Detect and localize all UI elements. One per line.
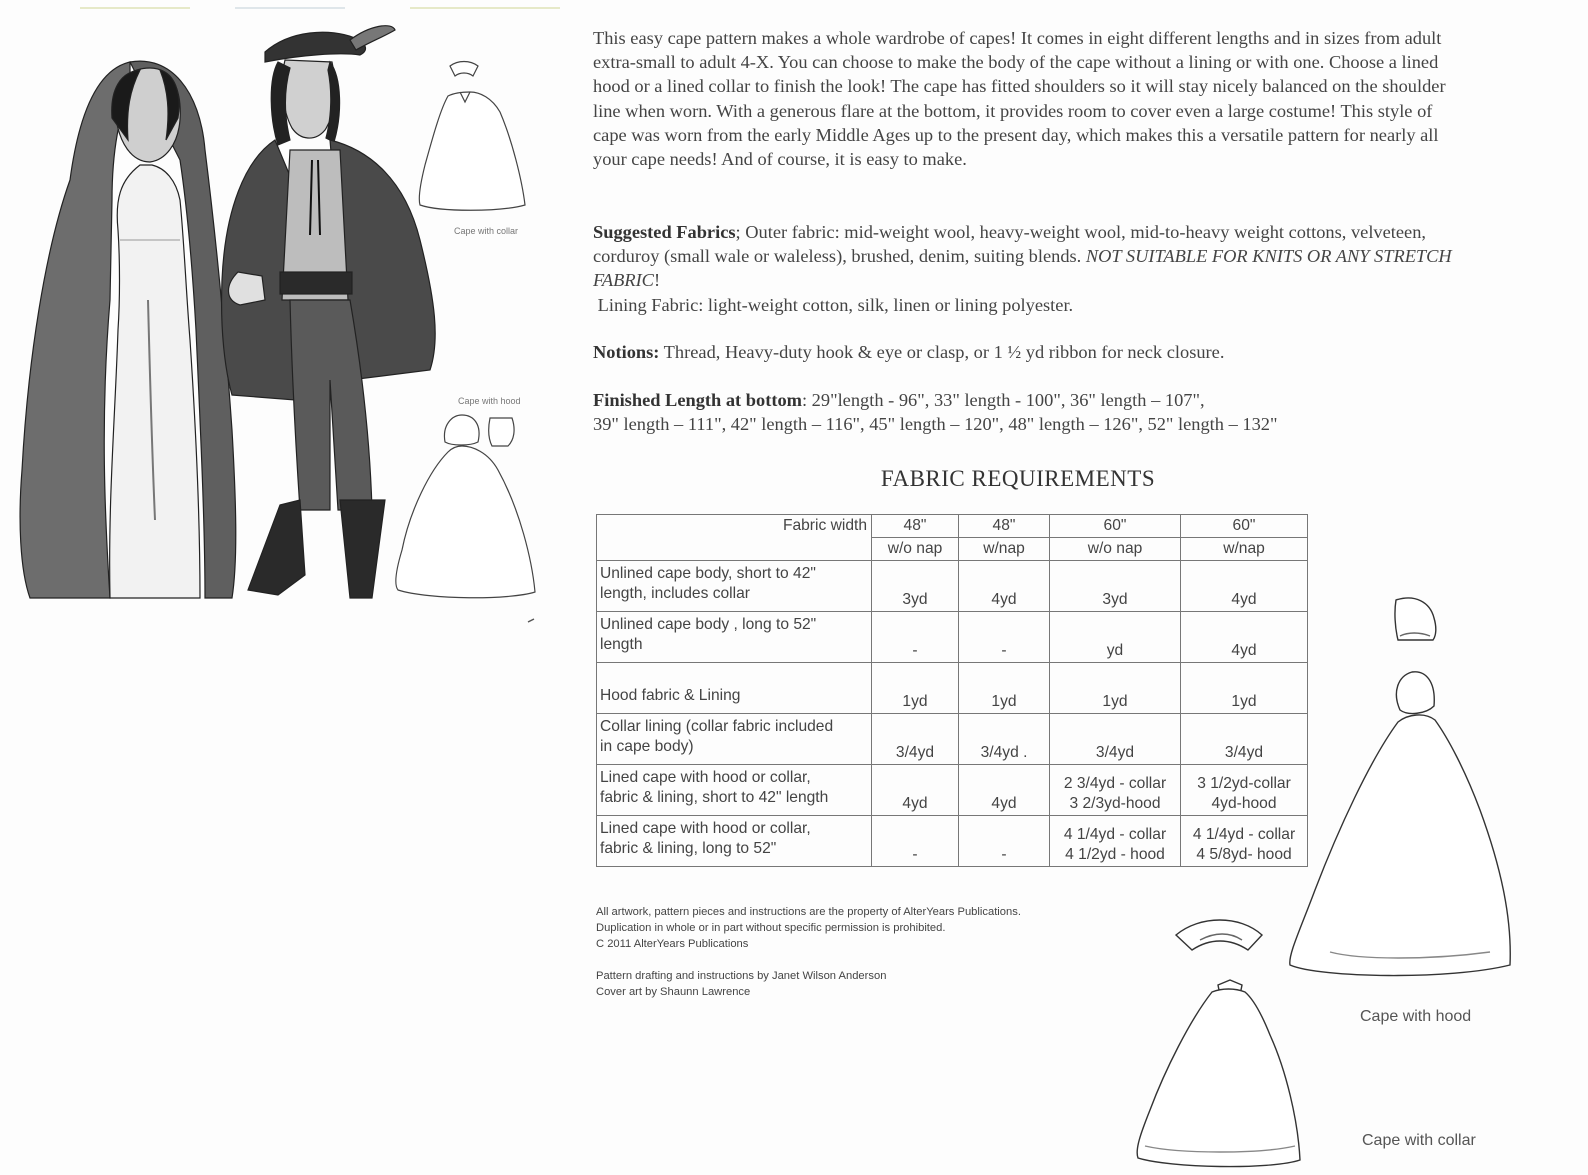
nap-col-4: w/nap <box>1181 538 1308 561</box>
row-label-line <box>600 666 868 686</box>
cell-value: 4yd <box>991 795 1017 812</box>
hood-pattern-piece <box>1395 598 1436 640</box>
row-label <box>597 765 872 816</box>
width-col-1: 48" <box>872 515 959 538</box>
row-label-line: fabric & lining, short to 42" length <box>600 789 829 806</box>
cell-value: - <box>912 642 918 659</box>
finished-length-section <box>593 388 1463 436</box>
finished-length-values-1: : 29"length - 96", 33" length - 100", 36" length – 107", <box>801 390 1205 410</box>
table-cell <box>872 561 959 612</box>
cell-value: 2 3/4yd - collar <box>1063 775 1167 792</box>
row-label <box>597 612 872 663</box>
credit-line-2: Cover art by Shaunn Lawrence <box>596 986 751 998</box>
suggested-fabrics-label: Suggested Fabrics <box>593 222 736 242</box>
stretch-warning: NOT SUITABLE FOR KNITS OR ANY STRETCH FABRIC <box>593 246 1452 291</box>
nap-col-2: w/nap <box>959 538 1050 561</box>
collar-pattern-piece <box>1176 920 1262 950</box>
small-cape-collar-label: Cape with collar <box>454 226 519 236</box>
small-cape-collar-diagram <box>419 62 525 211</box>
cell-value: 4yd-hood <box>1211 795 1277 812</box>
row-label-line: Lined cape with hood or collar, <box>600 769 811 786</box>
cape-with-hood-drawing <box>1290 672 1510 976</box>
notions-text <box>593 340 1463 364</box>
cell-value: 4yd <box>1231 591 1257 608</box>
cape-with-collar-label: Cape with collar <box>1362 1132 1476 1149</box>
cape-with-hood-label: Cape with hood <box>1360 1008 1472 1025</box>
cell-value: 3/4yd <box>895 744 935 761</box>
intro-paragraph: This easy cape pattern makes a whole wardrobe of capes! It comes in eight different lengths and in sizes from adult extra-small to adult 4-X. You can choose to make the body of the cape without a lining or with one. Choose a lined hood or a lined collar to finish the look! The cape has fitted shoulders so it will stay nicely balanced on the shoulder line when worn. With a generous flare at the bottom, it provides room to cover even a large costume! This style of cape was worn from the early Middle Ages up to the present day, which makes this a versatile pattern for nearly all your cape needs! And of course, it is easy to make. <box>593 28 1446 170</box>
outer-fabric-text: ; Outer fabric: mid-weight wool, heavy-weight wool, mid-to-heavy weight cottons, velveteen, corduroy (small wale or waleless), brushed, denim, suiting blends. <box>593 222 1427 267</box>
cell-value: 4 1/4yd - collar <box>1063 826 1167 843</box>
table-cell <box>959 612 1050 663</box>
warning-punct: ! <box>653 270 661 291</box>
cell-value: 3 1/2yd-collar <box>1197 775 1291 792</box>
row-label <box>597 663 872 714</box>
cell-value: 3 2/3yd-hood <box>1069 795 1161 812</box>
cell-value: 3yd <box>1102 591 1128 608</box>
table-header-nap-row <box>597 538 1308 561</box>
small-cape-hood-diagram <box>396 415 535 598</box>
author-credits <box>596 968 1156 1000</box>
copyright-line-3: C 2011 AlterYears Publications <box>596 938 749 950</box>
row-label <box>597 714 872 765</box>
table-cell <box>872 765 959 816</box>
cell-value: 3yd <box>902 591 928 608</box>
notions-value: Thread, Heavy-duty hook & eye or clasp, or 1 ½ yd ribbon for neck closure. <box>659 342 1225 362</box>
finished-length-label: Finished Length at bottom <box>593 390 802 410</box>
cell-value: 4 1/4yd - collar <box>1192 826 1296 843</box>
table-cell <box>872 663 959 714</box>
finished-length-values-2: 39" length – 111", 42" length – 116", 45" length – 120", 48" length – 126", 52" length – 132" <box>593 414 1278 435</box>
woman-figure <box>20 61 236 598</box>
width-col-2: 48" <box>959 515 1050 538</box>
row-label-line: Collar lining (collar fabric included <box>600 718 834 735</box>
cell-value: 4 5/8yd- hood <box>1196 846 1292 863</box>
fabric-width-label: Fabric width <box>597 515 872 538</box>
table-cell <box>872 714 959 765</box>
copyright-line-2: Duplication in whole or in part without specific permission is prohibited. <box>596 922 946 934</box>
cell-value: 1yd <box>1102 693 1128 710</box>
row-label-line: Unlined cape body, short to 42" <box>600 565 816 582</box>
finished-length-line1 <box>593 388 1463 412</box>
cell-value: - <box>912 846 918 863</box>
man-figure <box>222 26 436 598</box>
fabric-requirements-title: FABRIC REQUIREMENTS <box>880 466 1156 491</box>
cell-value: 4yd <box>1231 642 1257 659</box>
row-label-line: in cape body) <box>600 738 694 755</box>
table-cell <box>872 612 959 663</box>
cell-value: 1yd <box>991 693 1017 710</box>
cape-line-drawings <box>1130 580 1588 1175</box>
row-label <box>597 561 872 612</box>
table-cell <box>959 816 1050 867</box>
cape-with-collar-drawing <box>1137 980 1300 1167</box>
width-col-3: 60" <box>1050 515 1181 538</box>
cell-value: 3/4yd <box>1224 744 1264 761</box>
suggested-fabrics-section <box>593 220 1463 317</box>
credit-line-1: Pattern drafting and instructions by Janet Wilson Anderson <box>596 970 887 982</box>
nap-col-1: w/o nap <box>872 538 959 561</box>
notions-label: Notions: <box>593 342 660 362</box>
cell-value: 3/4yd . <box>980 744 1028 761</box>
row-label-line: fabric & lining, long to 52" <box>600 840 777 857</box>
row-label-line: Lined cape with hood or collar, <box>600 820 811 837</box>
table-header-width-row <box>597 515 1308 538</box>
row-label-line: Hood fabric & Lining <box>600 687 741 704</box>
cell-value: 4yd <box>902 795 928 812</box>
row-label <box>597 816 872 867</box>
nap-col-3: w/o nap <box>1050 538 1181 561</box>
cell-value: 4 1/2yd - hood <box>1065 846 1165 863</box>
suggested-fabrics-text <box>593 220 1463 293</box>
nap-header-blank <box>597 538 872 561</box>
small-cape-hood-label: Cape with hood <box>458 396 521 406</box>
table-cell <box>959 714 1050 765</box>
table-cell <box>959 765 1050 816</box>
table-cell <box>959 561 1050 612</box>
table-cell <box>872 816 959 867</box>
copyright-notice <box>596 904 1156 952</box>
cell-value: 3/4yd <box>1095 744 1135 761</box>
costumed-figures-illustration <box>0 0 560 640</box>
lining-fabric-text <box>593 293 1463 317</box>
cell-value: - <box>1001 846 1007 863</box>
cell-value: 1yd <box>902 693 928 710</box>
row-label-line: length <box>600 636 643 653</box>
notions-section <box>593 340 1463 364</box>
row-label-line: Unlined cape body , long to 52" <box>600 616 817 633</box>
row-label-line: length, includes collar <box>600 585 750 602</box>
width-col-4: 60" <box>1181 515 1308 538</box>
lining-fabric-value: Lining Fabric: light-weight cotton, silk, linen or lining polyester. <box>597 294 1074 315</box>
table-cell <box>959 663 1050 714</box>
cell-value: - <box>1001 642 1007 659</box>
cell-value: 4yd <box>991 591 1017 608</box>
cell-value: yd <box>1106 642 1124 659</box>
cell-value: 1yd <box>1231 693 1257 710</box>
copyright-line-1: All artwork, pattern pieces and instructions are the property of AlterYears Publications. <box>596 906 1021 918</box>
